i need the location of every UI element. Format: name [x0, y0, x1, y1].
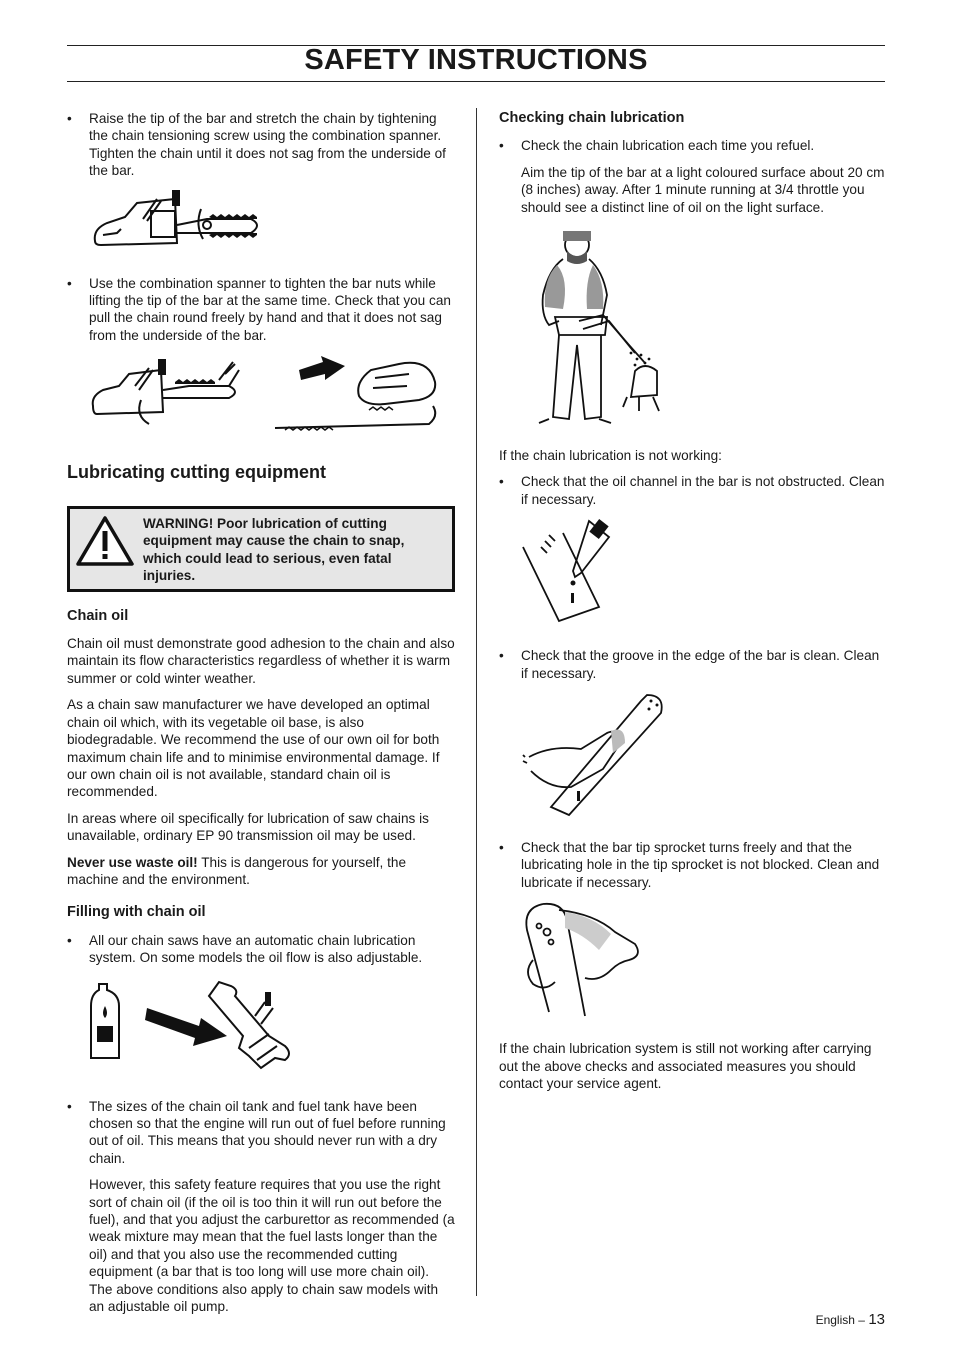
paragraph: Never use waste oil! This is dangerous for yourself, the machine and the environment. — [67, 854, 407, 887]
paragraph: Aim the tip of the bar at a light coloured surface about 20 cm (8 inches) away. After 1 minute running at 3/4 throttle you should see a distinct line of oil on the light surface. — [521, 164, 885, 215]
paragraph: If the chain lubrication is not working: — [499, 448, 722, 464]
list-item: • Check that the oil channel in the bar is not obstructed. Clean if necessary. — [499, 474, 885, 507]
paragraph: As a chain saw manufacturer we have developed an optimal chain oil which, with its vegetable oil base, is also biodegradable. We recommend the use of our own oil for both maximum chain life and to minimise environmental damage. If our own chain oil is not available, standard chain oil is recommended. — [67, 697, 440, 800]
list-item: • Check that the groove in the edge of the bar is clean. Clean if necessary. — [499, 648, 880, 681]
checking-heading: Checking chain lubrication — [499, 110, 685, 126]
column-divider — [476, 108, 477, 1296]
oil-channel-check-illustration — [519, 517, 619, 627]
list-item: • Raise the tip of the bar and stretch the chain by tightening the chain tensioning screw using the combination spanner. Tighten the chain until it does not sag from the underside of the bar. — [67, 111, 446, 179]
list-item: • Check that the bar tip sprocket turns freely and that the lubricating hole in the tip sprocket is not blocked. Clean and lubricate if necessary. — [499, 840, 880, 890]
warning-text: WARNING! Poor lubrication of cutting equipment may cause the chain to snap, which could lead to serious, even fatal injuries. — [143, 515, 405, 584]
oil-filling-illustration — [89, 976, 319, 1080]
paragraph: Chain oil must demonstrate good adhesion to the chain and also maintain its flow characteristics regardless of whether it is warm summer or cold winter weather. — [67, 636, 455, 686]
header-rule-bottom — [67, 81, 885, 82]
page-number: 13 — [868, 1311, 885, 1328]
page-footer — [816, 1311, 885, 1328]
list-item: • Use the combination spanner to tighten the bar nuts while lifting the tip of the bar at the same time. Check that you can pull the chain round freely by hand and that it does not sag from the underside of the bar. — [67, 275, 451, 343]
bar-groove-clean-illustration — [521, 691, 681, 819]
chain-oil-heading: Chain oil — [67, 607, 129, 624]
left-column — [67, 110, 455, 1324]
warning-box — [67, 506, 455, 592]
footer-language: English — [815, 1313, 855, 1327]
list-item: • The sizes of the chain oil tank and fuel tank have been chosen so that the engine will run out of fuel before running out of oil. This means that you should never run with a dry chain. — [67, 1098, 446, 1166]
paragraph: However, this safety feature requires that you use the right sort of chain oil (if the oil is too thin it will run out before the fuel), and that you adjust the carburettor as recommended (a weak mixture may mean that the fuel lasts longer than the oil) and that you also use the recommended cutting equipment (a bar that is too long will use more chain oil). The above conditions also apply to chain saw models with an adjustable oil pump. — [89, 1177, 455, 1315]
paragraph: In areas where oil specifically for lubrication of saw chains is unavailable, ordinary EP 90 transmission oil may be used. — [67, 810, 429, 844]
right-column — [499, 110, 885, 1102]
warning-triangle-icon — [75, 515, 135, 567]
paragraph: If the chain lubrication system is still not working after carrying out the above checks and associated measures you should contact your service agent. — [499, 1041, 872, 1092]
list-item: • All our chain saws have an automatic chain lubrication system. On some models the oil flow is also adjustable. — [67, 932, 423, 966]
operator-lubrication-test-illustration — [519, 225, 669, 429]
section-heading: Lubricating cutting equipment — [67, 462, 326, 483]
tip-sprocket-check-illustration — [519, 900, 649, 1020]
filling-heading: Filling with chain oil — [67, 904, 206, 921]
chain-tension-illustration — [91, 189, 291, 257]
list-item: • Check the chain lubrication each time you refuel. — [499, 138, 815, 154]
bar-nut-tightening-illustration — [89, 356, 449, 434]
footer-dash: – — [858, 1313, 865, 1327]
page-title: SAFETY INSTRUCTIONS — [304, 44, 648, 76]
